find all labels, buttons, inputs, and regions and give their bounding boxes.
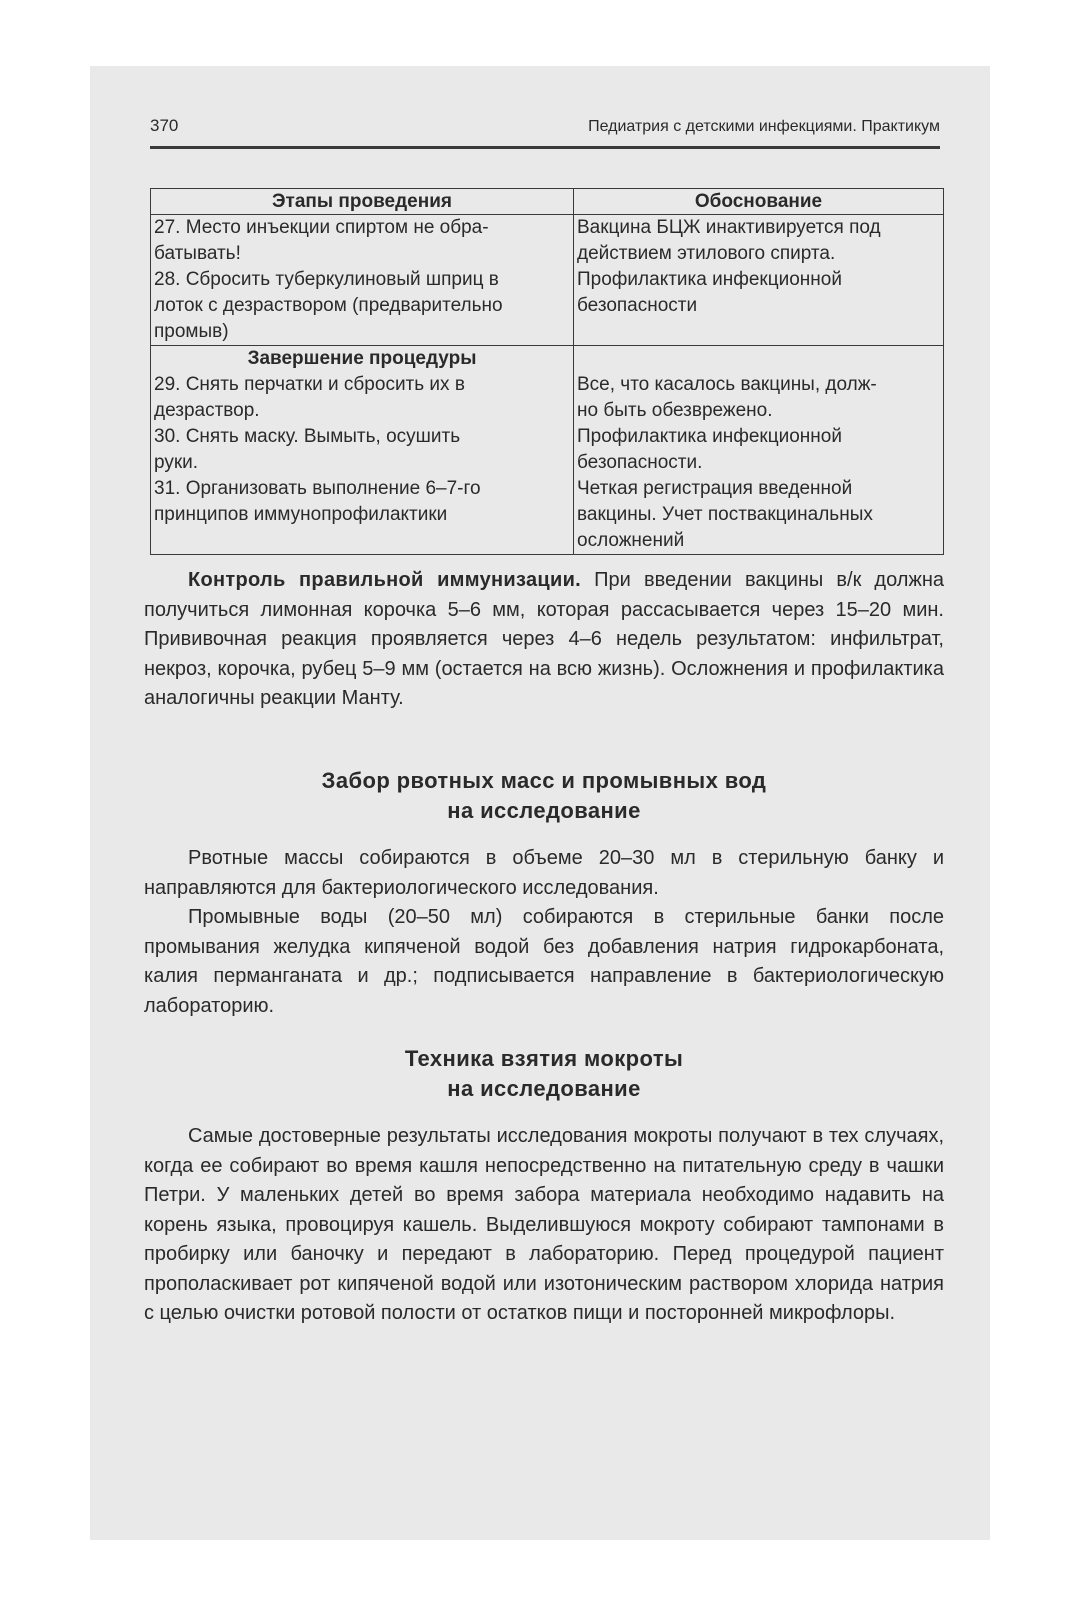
rationale-line: Профилактика инфекционной	[577, 426, 842, 447]
paragraph: Самые достоверные результаты исследования мокроты получают в тех случаях, когда ее собирают во время кашля непосредственно на питательную среду в чашки Петри. У маленьких детей во время забора материала необходимо надавить на корень языка, провоцируя кашель. Выделившуюся мокроту собирают тампонами в пробирку или баночку и передают в лабораторию. Перед процедурой пациент прополаскивает рот кипяченой водой или изотоническим раствором хлорида натрия с целью очистки ротовой полости от остатков пищи и посторонней микрофлоры.	[144, 1125, 944, 1324]
running-title: Педиатрия с детскими инфекциями. Практикум	[588, 118, 940, 135]
section-heading-line: Техника взятия мокроты	[404, 1046, 684, 1071]
step-line: 27. Место инъекции спиртом не обра-	[154, 217, 489, 238]
book-page	[90, 66, 990, 1540]
rationale-line: действием этилового спирта.	[577, 243, 836, 264]
procedure-table	[150, 188, 944, 555]
step-line: 28. Сбросить туберкулиновый шприц в	[154, 269, 499, 290]
table-subheading: Завершение процедуры	[247, 348, 477, 369]
rationale-line: Вакцина БЦЖ инактивируется под	[577, 217, 881, 238]
step-line: принципов иммунопрофилактики	[154, 504, 448, 525]
paragraph: Рвотные массы собираются в объеме 20–30 мл в стерильную банку и направляются для бактериологического исследования.	[144, 847, 944, 899]
table-row	[151, 215, 944, 346]
step-line: батывать!	[154, 243, 241, 264]
section-body	[144, 844, 944, 1021]
rationale-line: безопасности.	[577, 452, 703, 473]
section-heading	[144, 766, 944, 826]
table-row	[151, 346, 944, 555]
rationale-cell	[574, 215, 944, 346]
page-number: 370	[150, 116, 179, 135]
steps-cell	[151, 346, 574, 555]
section-heading-line: на исследование	[447, 1076, 641, 1101]
section-body	[144, 1122, 944, 1329]
rationale-line: вакцины. Учет поствакцинальных	[577, 504, 873, 525]
step-line: руки.	[154, 452, 199, 473]
section-heading-line: на исследование	[447, 798, 641, 823]
table-header-row	[151, 189, 944, 215]
step-line: 31. Организовать выполнение 6–7-го	[154, 478, 481, 499]
paragraph-lead: Контроль правильной иммунизации.	[188, 569, 582, 591]
step-line: 29. Снять перчатки и сбросить их в	[154, 374, 465, 395]
section-heading	[144, 1044, 944, 1104]
rationale-cell	[574, 346, 944, 555]
running-header	[150, 114, 940, 149]
paragraph-text: При введении вакцины в/к должна получиться лимонная корочка 5–6 мм, которая рассасывается через 15–20 мин. Прививочная реакция проявляется через 4–6 недель результатом: инфильтрат, некроз, корочка, рубец 5–9 мм (остается на всю жизнь). Осложнения и профилактика аналогичны реакции Манту.	[144, 569, 944, 709]
step-line: промыв)	[154, 321, 229, 342]
rationale-line: но быть обезврежено.	[577, 400, 773, 421]
step-line: 30. Снять маску. Вымыть, осушить	[154, 426, 461, 447]
paragraph: Промывные воды (20–50 мл) собираются в стерильные банки после промывания желудка кипяченой водой без добавления натрия гидрокарбоната, калия перманганата и др.; подписывается направление в бактериологическую лабораторию.	[144, 906, 944, 1017]
rationale-line: осложнений	[577, 530, 685, 551]
section-heading-line: Забор рвотных масс и промывных вод	[321, 768, 767, 793]
rationale-line: Все, что касалось вакцины, долж-	[577, 374, 877, 395]
steps-cell	[151, 215, 574, 346]
rationale-line: Четкая регистрация введенной	[577, 478, 853, 499]
immunization-control-paragraph	[144, 566, 944, 714]
rationale-line: безопасности	[577, 295, 698, 316]
step-line: лоток с дезраствором (предварительно	[154, 295, 503, 316]
column-header-rationale: Обоснование	[574, 189, 944, 215]
step-line: дезраствор.	[154, 400, 260, 421]
rationale-line: Профилактика инфекционной	[577, 269, 842, 290]
column-header-steps: Этапы проведения	[151, 189, 574, 215]
